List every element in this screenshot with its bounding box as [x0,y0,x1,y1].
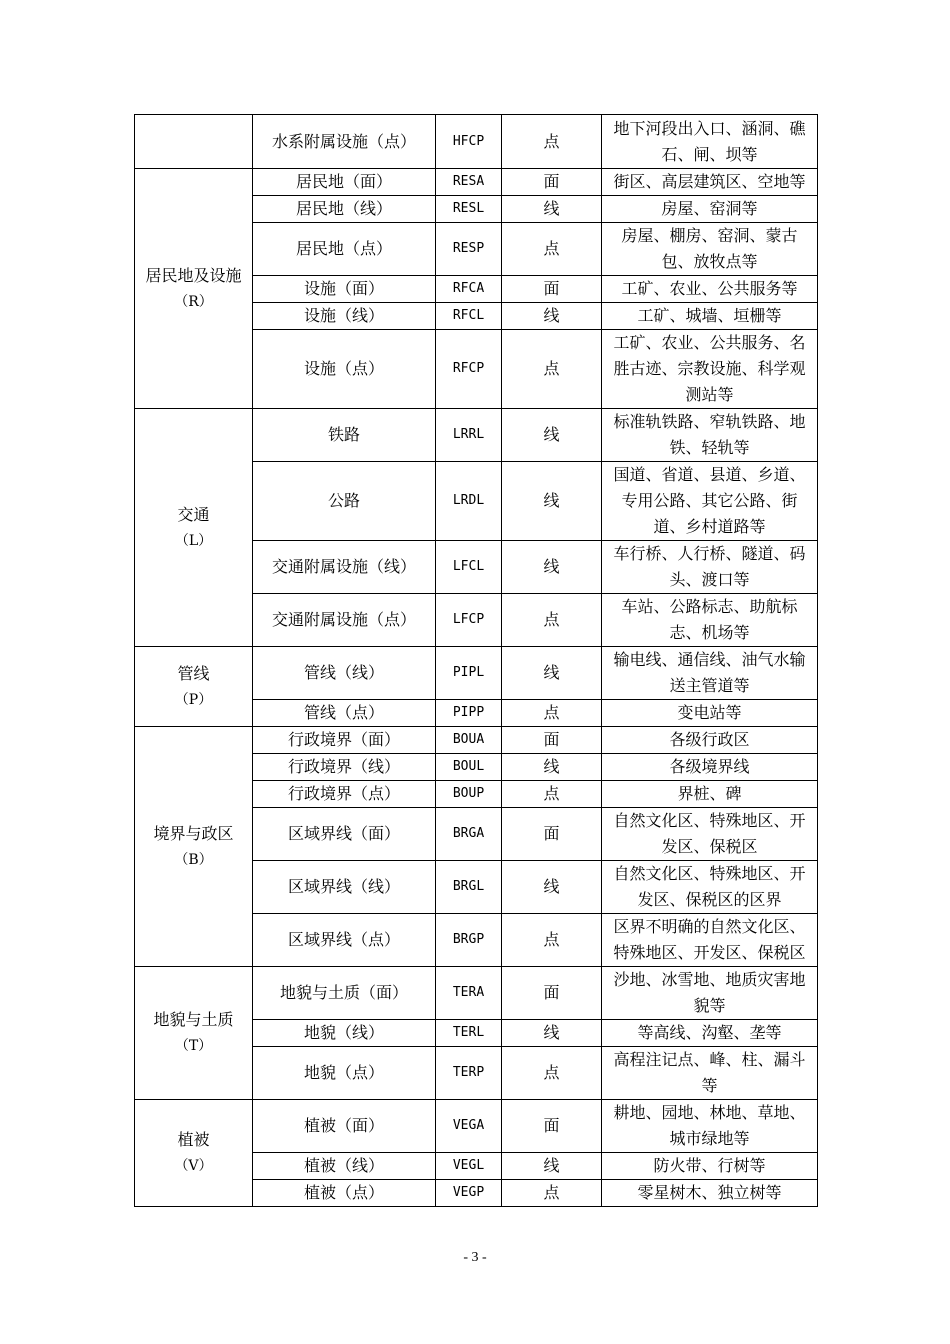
category-cell [135,967,253,1100]
feature-code-cell: LRDL [436,462,502,541]
geometry-type-cell: 点 [502,223,602,276]
feature-name-cell: 地貌（点） [253,1047,436,1100]
feature-code-cell: RFCA [436,276,502,303]
feature-name-cell: 地貌与土质（面） [253,967,436,1020]
geometry-type-cell: 点 [502,594,602,647]
feature-name-cell: 居民地（点） [253,223,436,276]
feature-description-cell: 各级境界线 [602,754,818,781]
page-number: - 3 - [463,1250,487,1265]
table-row [135,1100,818,1153]
feature-description-cell: 界桩、碑 [602,781,818,808]
table-row [135,647,818,700]
feature-description-cell: 变电站等 [602,700,818,727]
feature-description-cell: 房屋、窑洞等 [602,196,818,223]
feature-code-cell: BRGP [436,914,502,967]
feature-description-cell: 零星树木、独立树等 [602,1180,818,1207]
feature-code-cell: RESP [436,223,502,276]
feature-description-cell: 输电线、通信线、油气水输送主管道等 [602,647,818,700]
feature-description-cell: 车站、公路标志、助航标志、机场等 [602,594,818,647]
category-cell [135,647,253,727]
feature-code-cell: VEGL [436,1153,502,1180]
geometry-type-cell: 线 [502,861,602,914]
geometry-type-cell: 面 [502,967,602,1020]
feature-name-cell: 行政境界（点） [253,781,436,808]
geometry-type-cell: 线 [502,754,602,781]
feature-description-cell: 工矿、农业、公共服务等 [602,276,818,303]
table-row [135,409,818,462]
feature-description-cell: 地下河段出入口、涵洞、礁石、闸、坝等 [602,115,818,169]
table-row [135,169,818,196]
category-code: （R） [174,293,213,310]
feature-name-cell: 居民地（面） [253,169,436,196]
feature-description-cell: 各级行政区 [602,727,818,754]
feature-name-cell: 居民地（线） [253,196,436,223]
category-label: 交通 [177,504,210,524]
geometry-type-cell: 面 [502,727,602,754]
geometry-type-cell: 点 [502,700,602,727]
geometry-type-cell: 线 [502,1153,602,1180]
category-label: 地貌与土质 [153,1010,234,1029]
geometry-type-cell: 线 [502,1020,602,1047]
category-label: 居民地及设施 [145,265,242,285]
feature-code-cell: TERL [436,1020,502,1047]
category-cell [135,727,253,967]
feature-code-cell: LRRL [436,409,502,462]
geometry-type-cell: 面 [502,276,602,303]
feature-code-cell: RFCL [436,303,502,330]
table-row [135,727,818,754]
feature-name-cell: 行政境界（面） [253,727,436,754]
geometry-type-cell: 线 [502,541,602,594]
feature-name-cell: 植被（面） [253,1100,436,1153]
feature-description-cell: 防火带、行树等 [602,1153,818,1180]
feature-name-cell: 铁路 [253,409,436,462]
category-cell [135,1100,253,1207]
feature-description-cell: 高程注记点、峰、柱、漏斗等 [602,1047,818,1100]
feature-name-cell: 地貌（线） [253,1020,436,1047]
feature-description-cell: 房屋、棚房、窑洞、蒙古包、放牧点等 [602,223,818,276]
feature-code-cell: BRGA [436,808,502,861]
category-cell [135,169,253,409]
feature-code-cell: TERA [436,967,502,1020]
feature-code-cell: RESL [436,196,502,223]
feature-description-cell: 自然文化区、特殊地区、开发区、保税区的区界 [602,861,818,914]
category-label: 境界与政区 [153,823,234,843]
geometry-type-cell: 线 [502,409,602,462]
category-code: （T） [174,1038,213,1054]
category-cell [135,409,253,647]
table-row [135,967,818,1020]
feature-name-cell: 植被（线） [253,1153,436,1180]
category-code: （L） [174,532,213,549]
feature-description-cell: 国道、省道、县道、乡道、专用公路、其它公路、街道、乡村道路等 [602,462,818,541]
category-label: 管线 [177,663,210,683]
feature-code-cell: PIPL [436,647,502,700]
feature-name-cell: 区域界线（线） [253,861,436,914]
feature-name-cell: 区域界线（面） [253,808,436,861]
feature-description-cell: 工矿、城墙、垣栅等 [602,303,818,330]
feature-name-cell: 公路 [253,462,436,541]
table-body [135,115,818,1207]
feature-code-cell: BOUP [436,781,502,808]
feature-name-cell: 交通附属设施（点） [253,594,436,647]
feature-name-cell: 水系附属设施（点） [253,115,436,169]
geometry-type-cell: 线 [502,462,602,541]
geometry-type-cell: 点 [502,330,602,409]
feature-name-cell: 设施（面） [253,276,436,303]
feature-name-cell: 设施（点） [253,330,436,409]
feature-code-cell: BOUA [436,727,502,754]
geometry-type-cell: 面 [502,808,602,861]
feature-name-cell: 设施（线） [253,303,436,330]
table-row [135,115,818,169]
geometry-type-cell: 线 [502,196,602,223]
feature-name-cell: 行政境界（线） [253,754,436,781]
geometry-type-cell: 点 [502,1180,602,1207]
feature-name-cell: 区域界线（点） [253,914,436,967]
feature-code-cell: TERP [436,1047,502,1100]
geometry-type-cell: 面 [502,1100,602,1153]
feature-code-cell: BRGL [436,861,502,914]
feature-code-cell: BOUL [436,754,502,781]
feature-code-cell: HFCP [436,115,502,169]
category-cell [135,115,253,169]
feature-description-cell: 等高线、沟壑、垄等 [602,1020,818,1047]
feature-code-cell: RFCP [436,330,502,409]
category-code: （B） [174,851,213,868]
feature-description-cell: 沙地、冰雪地、地质灾害地貌等 [602,967,818,1020]
feature-name-cell: 管线（线） [253,647,436,700]
geometry-type-cell: 点 [502,781,602,808]
feature-description-cell: 标准轨铁路、窄轨铁路、地铁、轻轨等 [602,409,818,462]
geometry-type-cell: 点 [502,1047,602,1100]
feature-code-cell: VEGA [436,1100,502,1153]
feature-description-cell: 工矿、农业、公共服务、名胜古迹、宗教设施、科学观测站等 [602,330,818,409]
feature-name-cell: 交通附属设施（线） [253,541,436,594]
feature-name-cell: 植被（点） [253,1180,436,1207]
feature-code-cell: RESA [436,169,502,196]
feature-code-cell: VEGP [436,1180,502,1207]
feature-description-cell: 自然文化区、特殊地区、开发区、保税区 [602,808,818,861]
geometry-type-cell: 点 [502,914,602,967]
category-label: 植被 [177,1130,210,1149]
feature-code-cell: PIPP [436,700,502,727]
geometry-type-cell: 线 [502,303,602,330]
feature-description-cell: 车行桥、人行桥、隧道、码头、渡口等 [602,541,818,594]
geometry-type-cell: 点 [502,115,602,169]
feature-description-cell: 区界不明确的自然文化区、特殊地区、开发区、保税区 [602,914,818,967]
geometry-type-cell: 面 [502,169,602,196]
feature-name-cell: 管线（点） [253,700,436,727]
category-code: （V） [174,1158,213,1174]
feature-code-cell: LFCL [436,541,502,594]
feature-class-table [134,114,818,1207]
feature-description-cell: 耕地、园地、林地、草地、城市绿地等 [602,1100,818,1153]
category-code: （P） [174,691,213,708]
geometry-type-cell: 线 [502,647,602,700]
feature-code-cell: LFCP [436,594,502,647]
feature-description-cell: 街区、高层建筑区、空地等 [602,169,818,196]
